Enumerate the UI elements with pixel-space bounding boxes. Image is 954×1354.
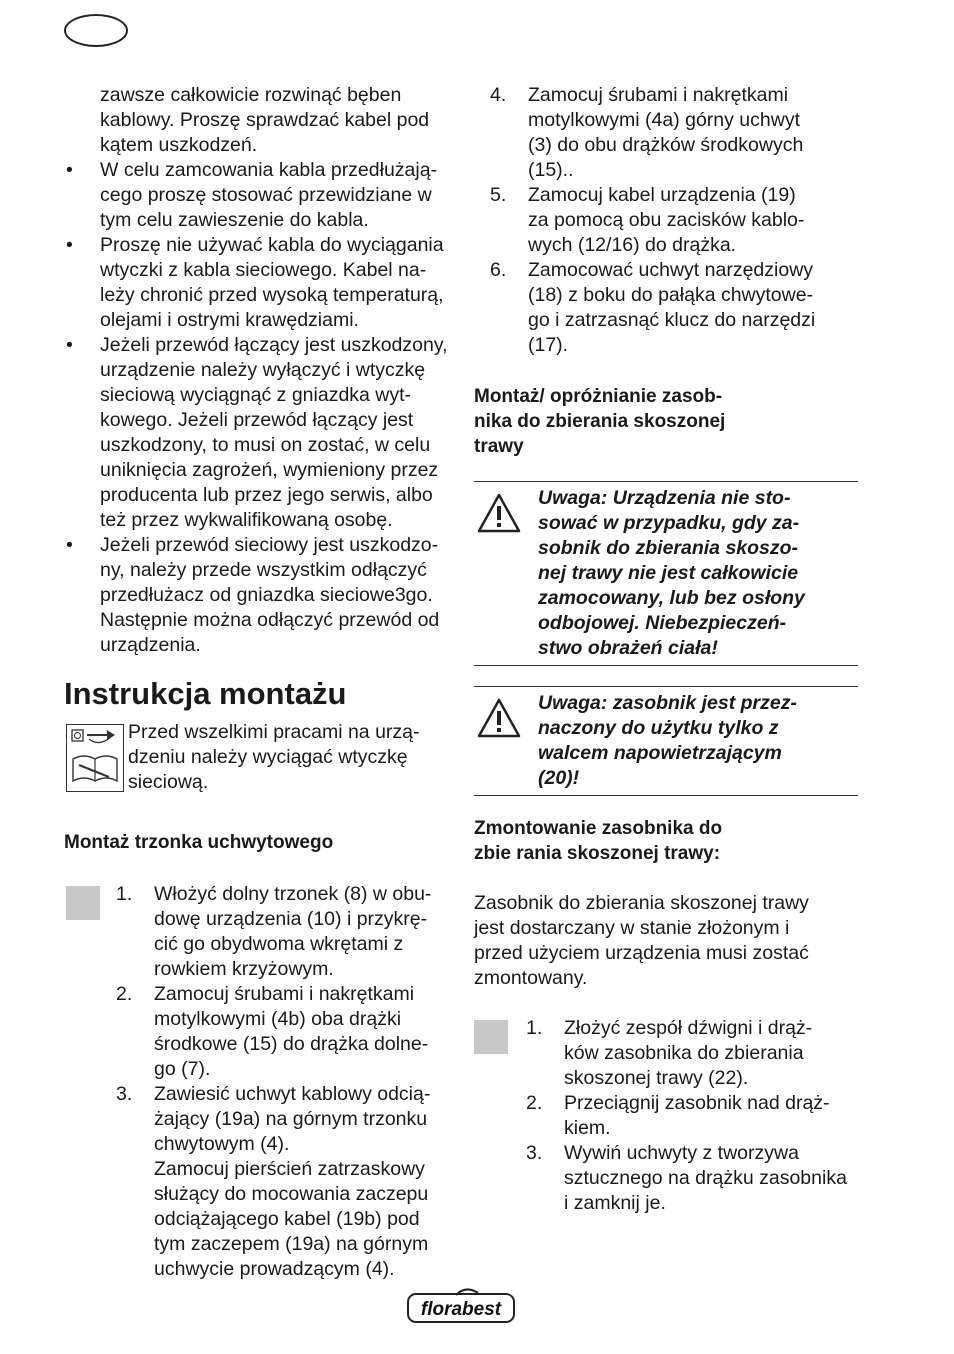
language-badge (64, 14, 128, 47)
bullet-item: • Jeżeli przewód łączący jest uszkodzony, urządzenie należy wyłączyć i wtyczkę sieciową wyciągnąć z gniazdka wyt- kowego. Jeżeli przewód łączący jest uszkodzony, to musi on zostać, w celu uniknięcia zagrożeń, wymieniony przez producenta lub przez jego serwis, albo też przez wykwalifikowaną osobę. (64, 333, 450, 533)
warning-box: Uwaga: zasobnik jest przez- naczony do użytku tylko z walcem napowietrzającym (20)! (474, 686, 858, 796)
section-heading-collector: Montaż/ opróżnianie zasob- nika do zbierania skoszonej trawy (474, 386, 726, 457)
step-item: 4. Zamocuj śrubami i nakrętkami motylkowymi (4a) górny uchwyt (3) do obu drążków środkowych (15).. (490, 84, 804, 181)
section-heading: Instrukcja montażu (64, 676, 347, 711)
step-item: 1. Włożyć dolny trzonek (8) w obu- dowę urządzenia (10) i przykrę- cić go obydwoma wkrętami z rowkiem krzyżowym. (116, 883, 432, 980)
subheading-collector: Zmontowanie zasobnika do zbie rania skoszonej trawy: (474, 818, 723, 864)
step-item: 2. Zamocuj śrubami i nakrętkami motylkowymi (4b) oba drążki środkowe (15) do drążka dolne- go (7). (116, 983, 429, 1080)
step-item: 1. Złożyć zespół dźwigni i drąż- ków zasobnika do zbierania skoszonej trawy (22). (526, 1017, 813, 1089)
unplug-notice: Przed wszelkimi pracami na urzą- dzeniu należy wyciągać wtyczkę sieciową. (64, 720, 450, 800)
bullet-item: • Proszę nie używać kabla do wyciągania wtyczki z kabla sieciowego. Kabel na- leży chronić przed wysoką temperaturą, olejami i ostrymi krawędziami. (64, 233, 450, 333)
warning-icon (476, 697, 522, 739)
brand-logo-text: florabest (420, 1299, 502, 1320)
step-item: 2. Przeciągnij zasobnik nad drąż- kiem. (526, 1092, 830, 1139)
unplug-icon (66, 724, 124, 792)
step-list (64, 882, 450, 1282)
brand-logo (406, 1288, 516, 1324)
step-item: 3. Wywiń uchwyty z tworzywa sztucznego na drążku zasobnika i zamknij je. (526, 1142, 847, 1214)
subheading: Montaż trzonka uchwytowego (64, 832, 334, 853)
right-column (474, 83, 858, 1216)
step-list (474, 1016, 858, 1216)
bullet-item: • Jeżeli przewód sieciowy jest uszkodzo- ny, należy przede wszystkim odłączyć przedłużacz od gniazdka sieciowe3go. Następnie można odłączyć przewód od urządzenia. (64, 533, 450, 658)
bullet-item: • W celu zamcowania kabla przedłużają- cego proszę stosować przewidziane w tym celu zawieszenie do kabla. (64, 158, 450, 233)
left-column (64, 83, 450, 1282)
warning-box: Uwaga: Urządzenia nie sto- sować w przypadku, gdy za- sobnik do zbierania skoszo- nej trawy nie jest całkowicie zamocowany, lub bez osłony odbojowej. Niebezpieczeń- stwo obrażeń ciała! (474, 481, 858, 666)
intro-paragraph: zawsze całkowicie rozwinąć bęben kablowy. Proszę sprawdzać kabel pod kątem uszkodzeń. (100, 84, 430, 156)
collector-paragraph: Zasobnik do zbierania skoszonej trawy jest dostarczany w stanie złożonym i przed użyciem urządzenia musi zostać zmontowany. (474, 892, 809, 989)
step-item: 3. Zawiesić uchwyt kablowy odcią- żający (19a) na górnym trzonku chwytowym (4). Zamocuj pierścień zatrzaskowy służący do mocowania zaczepu odciążającego kabel (19b) pod tym zaczepem (19a) na górnym uchwycie prowadzącym (4). (116, 1083, 431, 1280)
step-item: 6. Zamocować uchwyt narzędziowy (18) z boku do pałąka chwytowe- go i zatrzasnąć klucz do narzędzi (17). (490, 259, 816, 356)
warning-icon (476, 492, 522, 534)
step-item: 5. Zamocuj kabel urządzenia (19) za pomocą obu zacisków kablo- wych (12/16) do drążka. (490, 184, 805, 256)
